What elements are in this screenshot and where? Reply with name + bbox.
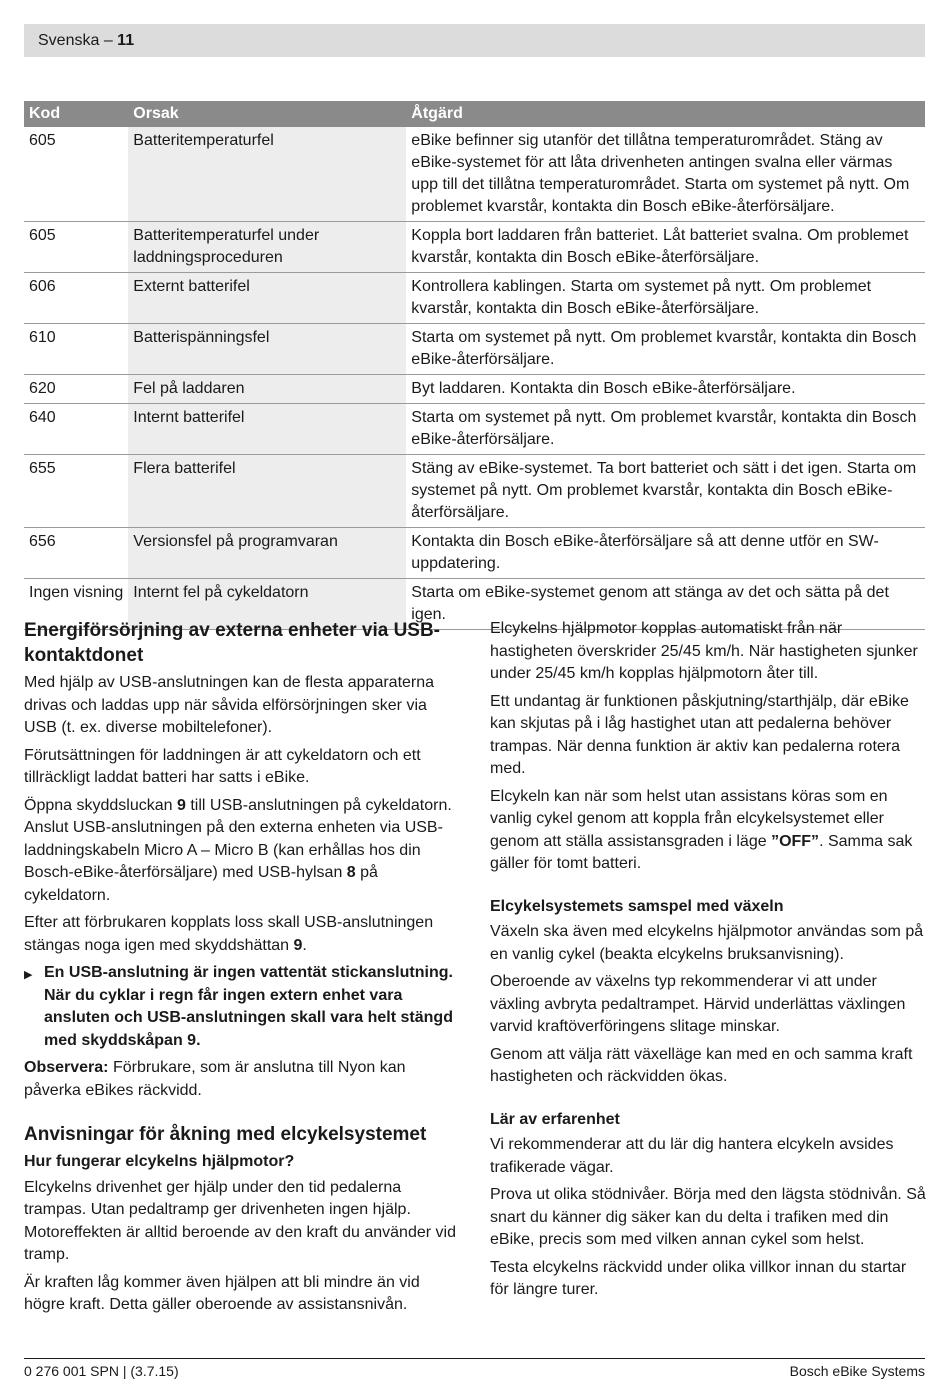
error-code-table	[24, 101, 925, 630]
cell-code: 605	[24, 127, 128, 222]
usb-paragraph-3	[24, 795, 460, 908]
experience-paragraph-3: Testa elcykelns räckvidd under olika villkor innan du startar för längre turer.	[490, 1258, 907, 1298]
publisher: Bosch eBike Systems	[789, 1363, 925, 1379]
cell-action: eBike befinner sig utanför det tillåtna temperaturområdet. Stäng av eBike-systemet för att låta drivenheten antingen svalna eller värmas upp till det tillåtna temperaturområdet. Starta om systemet på nytt. Om problemet kvarstår, kontakta din Bosch eBike-återförsäljare.	[406, 127, 925, 222]
text-run: till USB-anslutningen på cykeldatorn. Anslut USB-anslutningen på den externa enheten via USB-laddningskabeln Micro A – Micro B (kan erhållas hos din Bosch-eBike-återförsäljare) med USB-hylsan	[24, 796, 452, 881]
no-assist-paragraph	[490, 786, 926, 876]
observe-note	[24, 1057, 460, 1102]
document-number: 0 276 001 SPN | (3.7.15)	[24, 1363, 179, 1379]
cell-cause: Internt fel på cykeldatorn	[128, 579, 406, 630]
column-header-cause: Orsak	[128, 101, 406, 127]
cell-action: Starta om eBike-systemet genom att stänga av det och sätta på det igen.	[406, 579, 925, 630]
note-label: Observera:	[24, 1059, 109, 1076]
table-row	[24, 455, 925, 528]
table-row	[24, 528, 925, 579]
gear-paragraph-1: Växeln ska även med elcykelns hjälpmotor användas som på en vanlig cykel (beakta elcykelns bruksanvisning).	[490, 923, 924, 963]
cell-action: Stäng av eBike-systemet. Ta bort batteriet och sätt i det igen. Starta om systemet på nytt. Om problemet kvarstår, kontakta din Bosch eBike-återförsäljare.	[406, 455, 925, 528]
cell-cause: Batterispänningsfel	[128, 324, 406, 375]
cell-action: Starta om systemet på nytt. Om problemet kvarstår, kontakta din Bosch eBike-återförsäljare.	[406, 324, 925, 375]
riding-instructions-heading: Anvisningar för åkning med elcykelsystemet	[24, 1124, 427, 1145]
cell-action: Kontakta din Bosch eBike-återförsäljare så att denne utför en SW-uppdatering.	[406, 528, 925, 579]
cell-action: Starta om systemet på nytt. Om problemet kvarstår, kontakta din Bosch eBike-återförsäljare.	[406, 404, 925, 455]
cell-cause: Flera batterifel	[128, 455, 406, 528]
cell-cause: Versionsfel på programvaran	[128, 528, 406, 579]
text-run: Elcykeln kan när som helst utan assistans köras som en vanlig cykel genom att koppla från elcykelsystemet eller genom att ställa assistansgraden i läge	[490, 787, 888, 850]
ref-number: 8	[346, 864, 356, 881]
table-row	[24, 404, 925, 455]
text-run: Efter att förbrukaren kopplats loss skall USB-anslutningen stängas noga igen med skyddshättan	[24, 914, 434, 954]
cell-code: 620	[24, 375, 128, 404]
table-row	[24, 127, 925, 222]
left-column	[24, 618, 460, 1322]
cell-cause: Fel på laddaren	[128, 375, 406, 404]
warning-text: En USB-anslutning är ingen vattentät stickanslutning. När du cyklar i regn får ingen extern enhet vara ansluten och USB-anslutningen skall vara helt stängd med skyddskåpan 9.	[44, 964, 453, 1049]
gear-subheading: Elcykelsystemets samspel med växeln	[490, 897, 784, 915]
cell-cause: Internt batterifel	[128, 404, 406, 455]
cell-cause: Batteritemperaturfel under laddningsproceduren	[128, 222, 406, 273]
cell-action: Kontrollera kablingen. Starta om systemet på nytt. Om problemet kvarstår, kontakta din Bosch eBike-återförsäljare.	[406, 273, 925, 324]
ref-number: 9	[176, 796, 186, 814]
table-header-row	[24, 101, 925, 127]
motor-paragraph-2: Är kraften låg kommer även hjälpen att bli mindre än vid högre kraft. Detta gäller oberoende av assistansnivån.	[24, 1273, 420, 1313]
experience-paragraph-2: Prova ut olika stödnivåer. Börja med den lägsta stödnivån. Så snart du känner dig säker kan du delta i trafiken med din eBike, precis som med vilken annan cykel som helst.	[490, 1186, 926, 1248]
table-row	[24, 375, 925, 404]
usb-power-heading: Energiförsörjning av externa enheter via USB-kontaktdonet	[24, 620, 441, 666]
usb-paragraph-1: Med hjälp av USB-anslutningen kan de flesta apparaterna drivas och laddas upp när såvida elförsörjningen sker via USB (t. ex. diverse mobiltelefoner).	[24, 674, 435, 736]
text-run: . Samma sak gäller för tomt batteri.	[490, 832, 913, 872]
right-column	[490, 618, 926, 1307]
table-row	[24, 273, 925, 324]
cell-code: 605	[24, 222, 128, 273]
triangle-bullet-icon: ▶	[24, 969, 33, 981]
cell-code: 610	[24, 324, 128, 375]
gear-paragraph-3: Genom att välja rätt växelläge kan med en och samma kraft hastigheten och räckvidden ökas.	[490, 1045, 913, 1085]
motor-paragraph-1: Elcykelns drivenhet ger hjälp under den tid pedalerna trampas. Utan pedaltramp ger drivenheten ingen hjälp. Motoreffekten är alltid beroende av den kraft du använder vid tramp.	[24, 1178, 456, 1263]
text-run: Öppna skyddsluckan	[24, 796, 177, 814]
experience-subheading: Lär av erfarenhet	[490, 1110, 620, 1128]
text-run: på cykeldatorn.	[24, 864, 378, 904]
cell-code: Ingen visning	[24, 579, 128, 630]
page-number: 11	[117, 32, 135, 49]
note-text: Förbrukare, som är anslutna till Nyon kan påverka eBikes räckvidd.	[24, 1059, 406, 1099]
gear-paragraph-2: Oberoende av växelns typ rekommenderar vi att under växling avbryta pedaltrampet. Härvid underlättas växlingen varvid kraftöverföringens slitage minskar.	[490, 973, 906, 1035]
cell-action: Koppla bort laddaren från batteriet. Låt batteriet svalna. Om problemet kvarstår, kontakta din Bosch eBike-återförsäljare.	[406, 222, 925, 273]
ref-number: 9	[293, 936, 303, 954]
warning-note	[24, 962, 460, 1052]
text-run: .	[302, 936, 307, 954]
usb-paragraph-2: Förutsättningen för laddningen är att cykeldatorn och ett tillräckligt laddat batteri har satts i eBike.	[24, 746, 421, 786]
cell-cause: Batteritemperaturfel	[128, 127, 406, 222]
cell-cause: Externt batterifel	[128, 273, 406, 324]
page-header	[24, 24, 925, 57]
table-row	[24, 324, 925, 375]
experience-paragraph-1: Vi rekommenderar att du lär dig hantera elcykeln avsides trafikerade vägar.	[490, 1136, 894, 1176]
column-header-action: Åtgärd	[406, 101, 925, 127]
speed-paragraph: Elcykelns hjälpmotor kopplas automatiskt från när hastigheten överskrider 25/45 km/h. När hastigheten sjunker under 25/45 km/h kopplas hjälpmotorn åter till.	[490, 620, 918, 682]
cell-code: 656	[24, 528, 128, 579]
usb-paragraph-4	[24, 912, 460, 957]
header-language: Svenska	[38, 32, 100, 49]
motor-subheading: Hur fungerar elcykelns hjälpmotor?	[24, 1153, 295, 1170]
push-assist-paragraph: Ett undantag är funktionen påskjutning/starthjälp, där eBike kan skjutas på i låg hastighet utan att pedalerna behöver trampas. När denna funktion är aktiv kan pedalerna rotera med.	[490, 692, 909, 777]
column-header-code: Kod	[24, 101, 128, 127]
page-footer	[24, 1358, 925, 1379]
cell-code: 606	[24, 273, 128, 324]
table-row	[24, 222, 925, 273]
off-mode-label: ”OFF”	[771, 832, 820, 850]
header-separator: –	[99, 32, 118, 49]
cell-code: 655	[24, 455, 128, 528]
cell-code: 640	[24, 404, 128, 455]
cell-action: Byt laddaren. Kontakta din Bosch eBike-återförsäljare.	[406, 375, 925, 404]
